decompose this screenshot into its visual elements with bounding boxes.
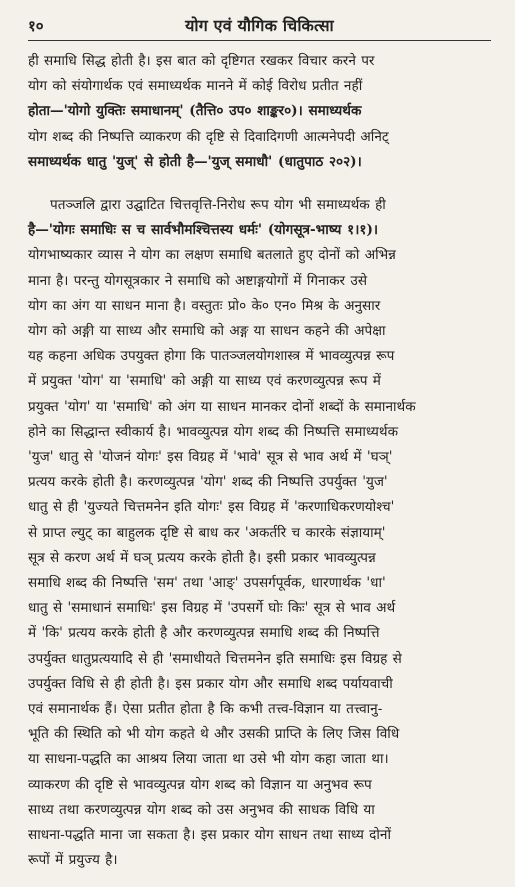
text-line: धातु से ही 'युज्यते चित्तमनेन इति योगः' इस विग्रह में 'करणाधिकरणयोश्च' (28, 499, 395, 516)
text-line: प्रत्यय करके होती है। करणव्युत्पन्न 'योग' शब्द की निष्पत्ति उपर्युक्त 'युज' (28, 474, 388, 491)
text-line: योग को अङ्गी या साध्य और समाधि को अङ्ग या साधन कहने की अपेक्षा (28, 323, 386, 340)
text-line: योगभाष्यकार व्यास ने योग का लक्षण समाधि बतलाते हुए दोनों को अभिन्न (28, 247, 396, 264)
paragraph-2 (28, 193, 491, 873)
text-line: योग को संयोगार्थक एवं समाध्यर्थक मानने में कोई विरोध प्रतीत नहीं (28, 78, 363, 95)
page-number: १० (28, 17, 44, 35)
text-line: योग का अंग या साधन माना है। वस्तुतः प्रो० के० एन० मिश्र के अनुसार (28, 297, 381, 314)
text-line: 'युज' धातु से 'योजनं योगः' इस विग्रह में 'भावे' सूत्र से भाव अर्थ में 'घञ्' (28, 449, 393, 466)
text-line: सूत्र से करण अर्थ में घञ् प्रत्यय करके होती है। इसी प्रकार भावव्युत्पन्न (28, 549, 376, 566)
text-line: धातु से 'समाधानं समाधिः' इस विग्रह में 'उपसर्गे घोः किः' सूत्र से भाव अर्थ (28, 600, 396, 617)
text-line: होता—'योगो युक्तिः समाधानम्' (तैत्ति० उप० शाङ्कर०)। समाध्यर्थक (28, 103, 362, 120)
text-line: में प्रयुक्त 'योग' या 'समाधि' को अङ्गी या साध्य एवं करणव्युत्पन्न रूप में (28, 373, 381, 390)
running-title: योग एवं यौगिक चिकित्सा (185, 16, 334, 35)
page-header (28, 14, 491, 41)
text-line: समाध्यर्थक धातु 'युज्' से होती है—'युज् समाधौ' (धातुपाठ २०२)। (28, 153, 362, 170)
text-line: योग शब्द की निष्पत्ति व्याकरण की दृष्टि से दिवादिगणी आत्मनेपदी अनिट् (28, 128, 389, 145)
text-line: व्याकरण की दृष्टि से भावव्युत्पन्न योग शब्द को विज्ञान या अनुभव रूप (28, 776, 372, 793)
text-line: प्रयुक्त 'योग' या 'समाधि' को अंग या साधन मानकर दोनों शब्दों के समानार्थक (28, 398, 416, 415)
text-line: में 'कि' प्रत्यय करके होती है और करणव्युत्पन्न समाधि शब्द की निष्पत्ति (28, 625, 380, 642)
text-line: रूपों में प्रयुज्य है। (28, 852, 118, 869)
text-line: एवं समानार्थक हैं। ऐसा प्रतीत होता है कि कभी तत्त्व-विज्ञान या तत्त्वानु- (28, 701, 383, 718)
text-line: भूति की स्थिति को भी योग कहते थे और उसकी प्राप्ति के लिए जिस विधि (28, 726, 400, 743)
text-line: या साधना-पद्धति का आश्रय लिया जाता था उसे भी योग कहा जाता था। (28, 751, 389, 768)
text-line: पतञ्जलि द्वारा उद्घाटित चित्तवृत्ति-निरोध रूप योग भी समाध्यर्थक ही (50, 197, 386, 214)
text-line: साध्य तथा करणव्युत्पन्न योग शब्द को उस अनुभव की साधक विधि या (28, 801, 375, 818)
text-line: यह कहना अधिक उपयुक्त होगा कि पातञ्जलयोगशास्त्र में भावव्युत्पन्न रूप (28, 348, 395, 365)
text-line: उपर्युक्त धातुप्रत्ययादि से ही 'समाधीयते चित्तमनेन इति समाधिः इस विग्रह से (28, 650, 402, 667)
text-line: होने का सिद्धान्त स्वीकार्य है। भावव्युत्पन्न योग शब्द की निष्पत्ति समाध्यर्थक (28, 423, 399, 440)
paragraph-1 (28, 49, 491, 175)
text-line: है—'योगः समाधिः स च सार्वभौमश्चित्तस्य धर्मः' (योगसूत्र-भाष्य १।१)। (28, 222, 379, 239)
text-line: माना है। परन्तु योगसूत्रकार ने समाधि को अष्टाङ्गयोगों में गिनाकर उसे (28, 272, 368, 289)
text-line: उपर्युक्त विधि से ही होती है। इस प्रकार योग और समाधि शब्द पर्यायवाची (28, 675, 393, 692)
text-line: ही समाधि सिद्ध होती है। इस बात को दृष्टिगत रखकर विचार करने पर (28, 53, 375, 69)
text-line: से प्राप्त ल्युट् का बाहुलक दृष्टि से बाध कर 'अकर्तरि च कारके संज्ञायाम्' (28, 524, 386, 541)
text-line: साधना-पद्धति माना जा सकता है। इस प्रकार योग साधन तथा साध्य दोनों (28, 827, 391, 844)
text-line: समाधि शब्द की निष्पत्ति 'सम' तथा 'आङ्' उपसर्गपूर्वक, धारणार्थक 'धा' (28, 575, 386, 592)
